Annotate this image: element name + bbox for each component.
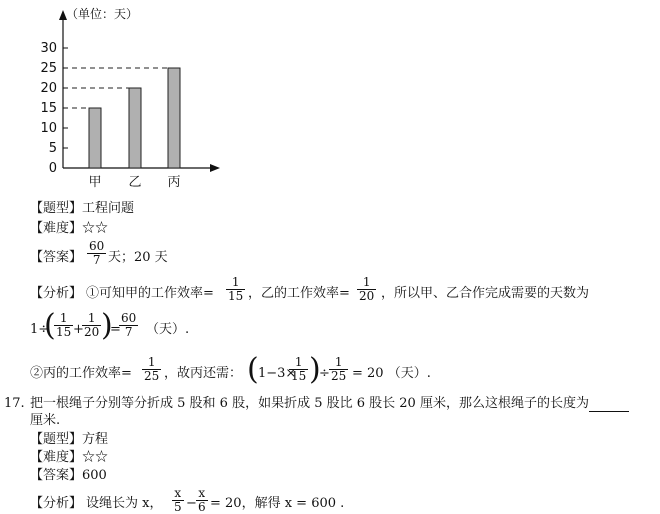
difficulty-label: 【难度】 bbox=[30, 450, 83, 465]
q17-analysis-part2: = 20，解得 x = 600 . bbox=[210, 496, 345, 511]
y-tick-label: 10 bbox=[40, 121, 57, 136]
x-tick-label: 丙 bbox=[167, 175, 181, 190]
q16-type-line bbox=[30, 201, 134, 217]
inner-prefix: 1−3× bbox=[258, 366, 297, 381]
left-paren-2: ( bbox=[247, 352, 259, 387]
y-tick-label: 30 bbox=[40, 41, 57, 56]
right-paren: ) bbox=[101, 308, 113, 343]
chart-unit-label: （单位：天） bbox=[66, 7, 139, 21]
fraction-x-5: x 5 bbox=[174, 486, 182, 514]
fraction-c: 1 25 bbox=[144, 355, 160, 383]
q16-difficulty-line bbox=[30, 221, 108, 237]
line2-prefix: 1÷ bbox=[30, 322, 50, 337]
y-tick-label: 0 bbox=[48, 161, 57, 176]
analysis-part3: ，所以甲、乙合作完成需要的天数为 bbox=[381, 286, 590, 301]
answer-blank bbox=[589, 399, 629, 412]
minus-sign: − bbox=[186, 496, 197, 511]
answer-fraction: 60 7 bbox=[89, 239, 105, 267]
q17-answer-line bbox=[30, 468, 107, 484]
answer-label: 【答案】 bbox=[30, 468, 83, 483]
q17-question-line2: 厘米. bbox=[30, 413, 61, 428]
q17-analysis-label: 【分析】 bbox=[30, 496, 83, 511]
type-value: 工程问题 bbox=[82, 201, 135, 216]
line3-part1: ②丙的工作效率= bbox=[30, 366, 132, 381]
x-axis-arrow bbox=[210, 164, 220, 172]
q17-analysis-part1: 设绳长为 x， bbox=[86, 496, 163, 511]
efficiency-a-fraction: 1 15 bbox=[228, 275, 244, 303]
bar-chart bbox=[0, 0, 230, 195]
equals-sign: = bbox=[110, 322, 121, 337]
type-label: 【题型】 bbox=[30, 432, 83, 447]
efficiency-b-fraction: 1 20 bbox=[359, 275, 375, 303]
bar bbox=[168, 68, 180, 168]
y-tick-label: 15 bbox=[40, 101, 57, 116]
answer-rest: 天；20 天 bbox=[108, 250, 168, 265]
line3-part2: ，故丙还需： bbox=[164, 366, 243, 381]
analysis-part1: ①可知甲的工作效率= bbox=[86, 286, 214, 301]
fraction-1-20: 1 20 bbox=[84, 311, 100, 339]
line2-suffix: （天）. bbox=[146, 322, 190, 337]
y-tick-label: 5 bbox=[48, 141, 57, 156]
line3-result: = 20 （天）. bbox=[352, 366, 431, 381]
fraction-g2: 1 25 bbox=[331, 355, 347, 383]
answer-value: 600 bbox=[82, 468, 107, 483]
fraction-60-7: 60 7 bbox=[121, 311, 137, 339]
analysis-part2: ，乙的工作效率= bbox=[248, 286, 350, 301]
bar bbox=[89, 108, 101, 168]
q17-question-text: 把一根绳子分别等分折成 5 股和 6 股，如果折成 5 股比 6 股长 20 厘米，那么这根绳子的长度为 bbox=[30, 396, 589, 411]
fraction-1-15: 1 15 bbox=[56, 311, 72, 339]
q17-type-line bbox=[30, 432, 108, 448]
q17-difficulty-line bbox=[30, 450, 108, 466]
difficulty-value: ☆☆ bbox=[82, 221, 109, 236]
fraction-g1: 1 15 bbox=[291, 355, 307, 383]
right-paren-2: ) bbox=[309, 352, 321, 387]
x-tick-label: 乙 bbox=[128, 175, 142, 190]
difficulty-label: 【难度】 bbox=[30, 221, 83, 236]
x-tick-label: 甲 bbox=[88, 175, 102, 190]
y-tick-label: 25 bbox=[40, 61, 57, 76]
q17-question-line1 bbox=[30, 396, 629, 412]
type-value: 方程 bbox=[82, 432, 109, 447]
bar bbox=[129, 88, 141, 168]
fraction-x-6: x 6 bbox=[198, 486, 206, 514]
left-paren: ( bbox=[44, 308, 56, 343]
y-tick-label: 20 bbox=[40, 81, 57, 96]
plus-sign: + bbox=[73, 322, 84, 337]
type-label: 【题型】 bbox=[30, 201, 83, 216]
q16-answer-label: 【答案】 bbox=[30, 250, 83, 265]
analysis-label: 【分析】 bbox=[30, 286, 83, 301]
divide-sign: ÷ bbox=[319, 366, 330, 381]
difficulty-value: ☆☆ bbox=[82, 450, 109, 465]
q17-number: 17. bbox=[4, 396, 25, 411]
